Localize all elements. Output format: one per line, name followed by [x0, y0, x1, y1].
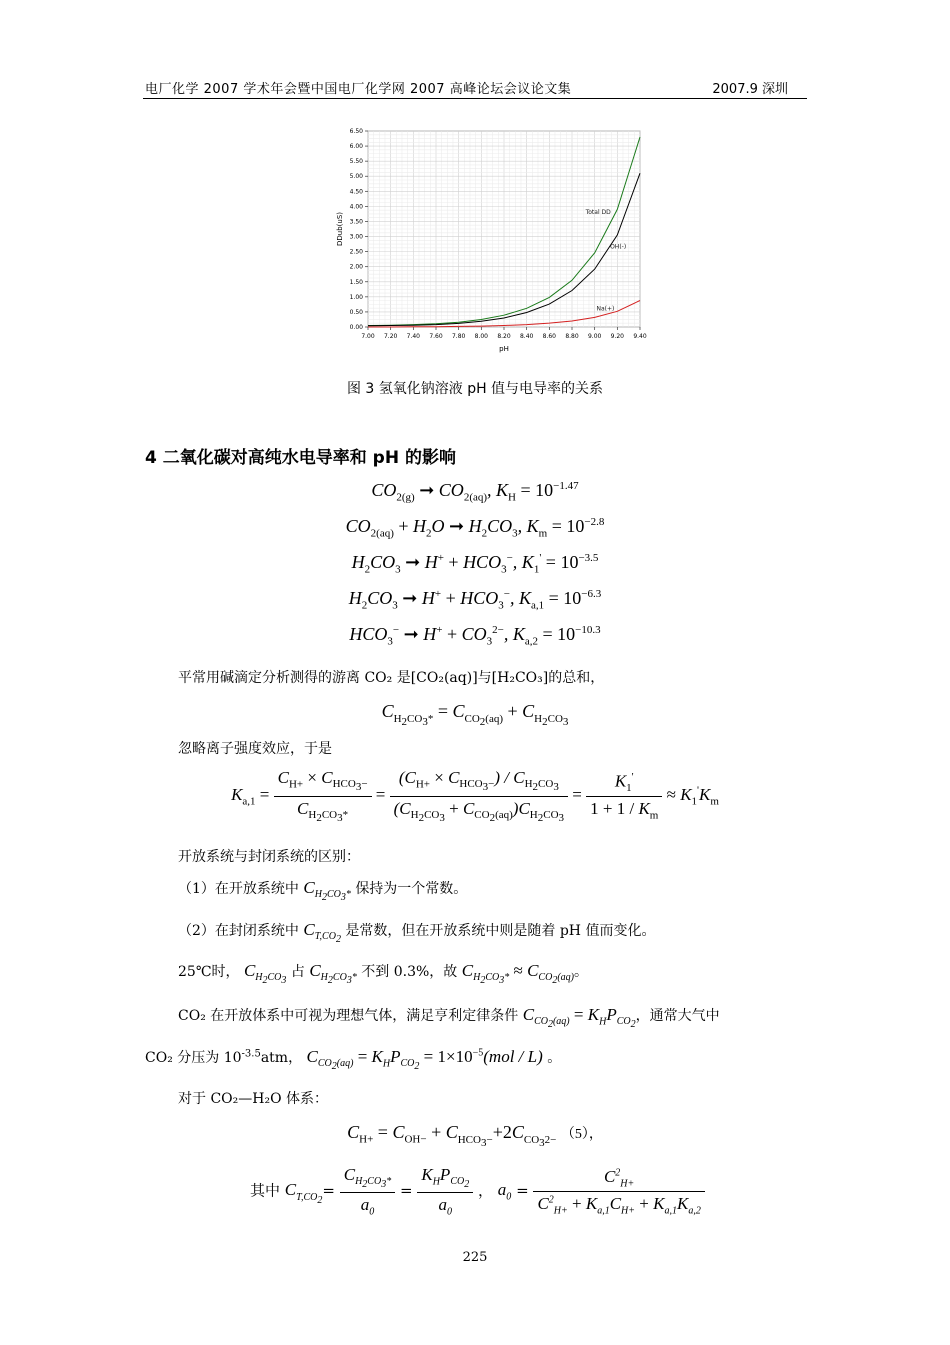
y-tick-label: 4.00 — [349, 203, 363, 211]
p6-percent: 不到 0.3%，故 — [361, 964, 458, 980]
p8-atm: atm， — [260, 1050, 303, 1066]
eq3-exp: −3.5 — [578, 552, 599, 564]
paragraph-henry: CO₂ 在开放体系中可视为理想气体，满足亨利定律条件 $C_{CO_2(aq)} = K_HP_{CO_2}$，通常大气中 — [178, 1005, 720, 1031]
eq3-base: 10 — [560, 552, 579, 572]
x-tick-label: 8.00 — [474, 333, 489, 340]
x-tick-label: 8.60 — [542, 333, 557, 340]
y-tick-label: 1.50 — [349, 278, 363, 286]
equation-3: $H_2CO_3$ ➞ $H^+ + HCO_3^-$, $K_1' = 10^{-3.5}$ — [351, 552, 599, 576]
x-tick-label: 7.80 — [451, 333, 466, 340]
y-tick-label: 0.50 — [349, 308, 363, 316]
y-tick-label: 6.50 — [349, 128, 363, 135]
equation-4: $H_2CO_3$ ➞ $H^+ + HCO_3^-$, $K_{a,1} = 10^{-6.3}$ — [348, 588, 602, 612]
p8-lead: CO₂ 分压为 10 — [145, 1050, 242, 1066]
y-tick-label: 5.50 — [349, 158, 363, 166]
y-tick-label: 4.50 — [349, 188, 363, 196]
x-tick-label: 9.20 — [610, 333, 625, 340]
paragraph-system: 对于 CO₂—H₂O 体系： — [178, 1091, 329, 1107]
p11-lead: 其中 — [250, 1181, 281, 1200]
y-tick-label: 0.00 — [349, 324, 363, 331]
figure-caption: 图 3 氢氧化钠溶液 pH 值与电导率的关系 — [346, 381, 604, 397]
p8-end: 。 — [547, 1050, 562, 1066]
p6-lead: 25℃时， — [178, 964, 240, 980]
paragraph-free-co2: 平常用碱滴定分析测得的游离 CO₂ 是[CO₂(aq)]与[H₂CO₃]的总和， — [178, 670, 605, 686]
equation-ka1: $K_{a,1}$ = $\frac{C_{H+} \times C_{HCO_3-}}{C_{H_2CO_3*}}$ = $\frac{(C_{H+} \times C_{HCO_3-}) / C_{H_2CO_3}}{(C_{H_2CO_3} + C_{CO_2(aq)})C_{H_2CO_3}}$ = $\frac{K_1'}{1 + 1 / K_m}$ ≈ $K_1'K_m$ — [231, 768, 719, 825]
x-tick-label: 9.40 — [633, 333, 647, 340]
series-label: OH(-) — [610, 243, 627, 251]
eq5-exp: −10.3 — [575, 624, 601, 636]
item2-lead: （2）在封闭系统中 — [178, 923, 299, 939]
paragraph-ionic: 忽略离子强度效应，于是 — [178, 741, 332, 757]
equation-ct: 其中 $C_{T,CO_2}=$ $\frac{C_{H_2CO_3*}}{a_0}$ = $\frac{K_HP_{CO_2}}{a_0}$ ， $a_0$ = $\frac{C^2_{H+}}{C^2_{H+} + K_{a,1}C_{H+} + K_{a,1}K_{a,2}}$ — [250, 1165, 705, 1218]
item1-tail: 保持为一个常数。 — [355, 881, 468, 897]
eq4-exp: −6.3 — [581, 588, 602, 600]
eq1-exp: −1.47 — [553, 480, 579, 492]
p7-tail: ，通常大气中 — [635, 1008, 720, 1024]
eq1-base: 10 — [535, 480, 554, 500]
y-tick-label: 1.00 — [349, 293, 363, 301]
p8-exp: -3.5 — [241, 1048, 261, 1060]
paragraph-25c: 25℃时， $C_{H_2CO_3}$ 占 $C_{H_2CO_3*}$ 不到 0.3%，故 $C_{H_2CO_3*} \approx C_{CO_2(aq)}$。 — [178, 961, 588, 987]
y-tick-label: 3.50 — [349, 218, 363, 226]
eq5-base: 10 — [557, 624, 576, 644]
y-tick-label: 2.50 — [349, 248, 363, 256]
header-rule — [143, 98, 807, 99]
equation-2: $CO_{2(aq)} + H_2O$ ➞ $H_2CO_3$, $K_m = 10^{-2.8}$ — [345, 516, 605, 540]
running-header-title: 电厂化学 2007 学术年会暨中国电厂化学网 2007 高峰论坛会议论文集 — [145, 82, 572, 97]
page-number: 225 — [462, 1250, 488, 1265]
y-tick-label: 6.00 — [349, 143, 363, 151]
eq2-base: 10 — [566, 516, 585, 536]
running-header-date: 2007.9 深圳 — [712, 82, 788, 97]
x-tick-label: 9.00 — [587, 333, 602, 340]
series-label: Total DD — [585, 208, 611, 216]
eq4-base: 10 — [563, 588, 582, 608]
y-tick-label: 3.00 — [349, 233, 363, 241]
x-tick-label: 7.20 — [383, 333, 398, 340]
series-label: Na(+) — [596, 305, 615, 313]
p6-occupy: 占 — [290, 964, 305, 980]
equation-tag: （5）， — [560, 1127, 603, 1142]
paragraph-item-2: （2）在封闭系统中 $C_{T,CO_2}$ 是常数，但在开放系统中则是随着 pH 值而变化。 — [178, 920, 656, 946]
y-axis-label: DDub(uS) — [336, 211, 344, 247]
p6-end: 。 — [574, 964, 588, 980]
p7-lead: CO₂ 在开放体系中可视为理想气体，满足亨利定律条件 — [178, 1008, 519, 1024]
x-axis-label: pH — [499, 345, 509, 353]
equation-5: $HCO_3^-$ ➞ $H^+ + CO_3^{2-}$, $K_{a,2} = 10^{-10.3}$ — [349, 624, 601, 648]
figure-3 — [330, 125, 660, 359]
item2-tail: 是常数，但在开放系统中则是随着 pH 值而变化。 — [345, 923, 656, 939]
x-tick-label: 7.60 — [429, 333, 443, 340]
paragraph-open-closed: 开放系统与封闭系统的区别： — [178, 849, 360, 865]
y-tick-label: 5.00 — [349, 173, 363, 181]
eq2-exp: −2.8 — [584, 516, 605, 528]
section-heading: 4 二氧化碳对高纯水电导率和 pH 的影响 — [145, 448, 456, 468]
paragraph-item-1: （1）在开放系统中 $C_{H_2CO_3*}$ 保持为一个常数。 — [178, 878, 468, 904]
x-tick-label: 7.40 — [406, 333, 421, 340]
y-tick-label: 2.00 — [349, 263, 363, 271]
equation-sum: $C_{H_2CO_3*} = C_{CO_2(aq)} + C_{H_2CO_3}$ — [381, 701, 569, 728]
equation-1: $CO_{2(g)}$ ➞ $CO_{2(aq)}$, $K_H = 10^{-1.47}$ — [371, 480, 579, 504]
paragraph-partial-pressure: CO₂ 分压为 $10^{-3.5}atm$， $C_{CO_2(aq)} = K_HP_{CO_2} = 1\times 10^{-5}(mol / L)$ 。 — [145, 1047, 562, 1073]
equation-charge-balance: $C_{H+} = C_{OH-} + C_{HCO_3-}+2C_{CO_32-}$ （5）， — [347, 1122, 603, 1149]
x-tick-label: 8.20 — [497, 333, 511, 340]
item1-lead: （1）在开放系统中 — [178, 881, 299, 897]
conductivity-chart — [330, 125, 660, 355]
x-tick-label: 8.80 — [565, 333, 579, 340]
x-tick-label: 8.40 — [519, 333, 534, 340]
x-tick-label: 7.00 — [361, 333, 375, 340]
